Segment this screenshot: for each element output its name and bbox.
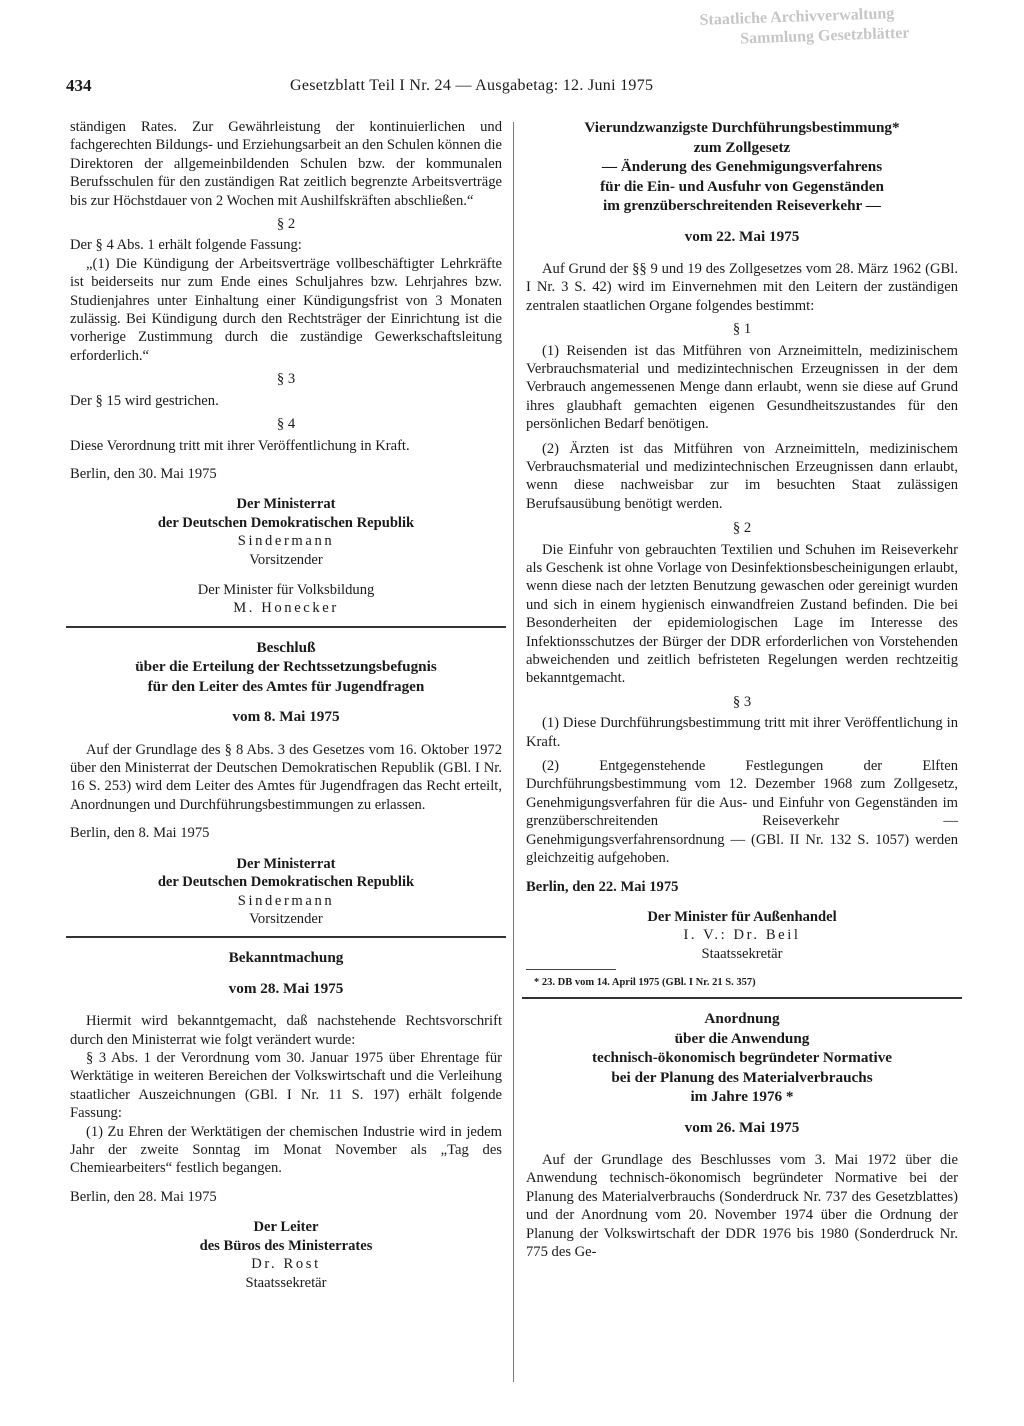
paragraph: Der § 15 wird gestrichen.: [70, 392, 219, 409]
page-number: 434: [66, 76, 92, 95]
signature-role: Staatssekretär: [701, 945, 783, 962]
document-title: Vierundzwanzigste Durchführungsbestimmung*: [584, 119, 900, 136]
section-heading: § 2: [276, 216, 296, 233]
section-heading: § 3: [276, 371, 296, 388]
document-title: über die Erteilung der Rechtssetzungsbefugnis: [135, 658, 437, 676]
document-title: für die Ein- und Ausfuhr von Gegenständen: [600, 177, 884, 195]
section-heading: § 1: [732, 321, 752, 338]
paragraph: (1) Reisenden ist das Mitführen von Arzneimitteln, medizinischem Verbrauchsmaterial und medizintechnischen Erzeugnissen in der dem Verbrauch angemessenen Menge dann erlaubt, wenn sie diese auf Grund ihres glaubhaft gemachten eigenen Gesundheitszustandes für den persönlichen Bedarf benötigen.: [526, 342, 958, 433]
document-date: vom 26. Mai 1975: [684, 1118, 800, 1136]
section-heading: § 4: [276, 416, 296, 433]
signature-name: Dr. Rost: [251, 1256, 321, 1273]
paragraph: Auf der Grundlage des § 8 Abs. 3 des Gesetzes vom 16. Oktober 1972 über den Ministerrat der Deutschen Demokratischen Republik (GBl. I Nr. 16 S. 253) wird dem Leiter des Amtes für Jugendfragen das Recht erteilt, Anordnungen und Durchführungsbestimmungen zu erlassen.: [70, 741, 502, 813]
stamp-line-2: Sammlung Gesetzblätter: [739, 24, 910, 48]
document-title: bei der Planung des Materialverbrauchs: [611, 1068, 873, 1086]
paragraph: (2) Ärzten ist das Mitführen von Arzneimitteln, medizinischem Verbrauchsmaterial und medizintechnischen Erzeugnissen dann erlaubt, wenn diese nachweisbar zur im besuchten Staat zulässigen Berufsausübung benötigt werden.: [526, 440, 958, 512]
archive-stamp: [699, 1, 981, 59]
paragraph: Die Einfuhr von gebrauchten Textilien und Schuhen im Reiseverkehr als Geschenk ist ohne Vorlage von Desinfektionsbescheinigungen erlaubt, wenn diese nach der letzten Benutzung gewaschen oder gereinigt wurden und sich in einem hygienisch einwandfreien Zustand befinden. Die bei Besonderheiten der epidemiologischen Lage im Interesse des Infektionsschutzes der Bürger der DDR erforderlichen von Vorstehenden abweichenden und zeitlich befristeten Regelungen werden rechtzeitig bekanntgemacht.: [526, 541, 958, 687]
signature-role: Vorsitzender: [249, 551, 323, 568]
section-rule: [66, 936, 506, 938]
signature-name: Sindermann: [237, 533, 335, 550]
stamp-line-1: Staatliche Archivverwaltung: [699, 5, 895, 29]
document-date: vom 28. Mai 1975: [228, 979, 344, 997]
place-date: Berlin, den 8. Mai 1975: [70, 825, 210, 842]
document-title: für den Leiter des Amtes für Jugendfragen: [147, 677, 425, 695]
paragraph: Auf Grund der §§ 9 und 19 des Zollgesetzes vom 28. März 1962 (GBl. I Nr. 3 S. 42) wird im Einvernehmen mit den Leitern der zuständigen zentralen staatlichen Organe folgendes bestimmt:: [526, 260, 958, 314]
paragraph: § 3 Abs. 1 der Verordnung vom 30. Januar 1975 über Ehrentage für Werktätige in weiteren Bereichen der Volkswirtschaft und die Verleihung staatlicher Auszeichnungen (GBl. I Nr. 11 S. 197) erhält folgende Fassung:: [70, 1050, 502, 1122]
document-title: technisch-ökonomisch begründeter Normative: [591, 1049, 893, 1067]
right-column: [526, 118, 958, 1261]
header-title: Gesetzblatt Teil I Nr. 24 — Ausgabetag: 12. Juni 1975: [290, 77, 654, 94]
document-title: Bekanntmachung: [228, 949, 344, 967]
signature-org: Der Ministerrat: [236, 855, 336, 872]
paragraph: (2) Entgegenstehende Festlegungen der Elften Durchführungsbestimmung vom 12. Dezember 1968 zum Zollgesetz, Genehmigungsverfahren für die Aus- und Einfuhr von Gegenständen im grenzüberschreitenden Reiseverkehr — Genehmigungsverfahrensordnung — (GBl. II Nr. 132 S. 1057) werden gleichzeitig aufgehoben.: [526, 758, 958, 867]
section-rule: [66, 626, 506, 628]
paragraph: Auf der Grundlage des Beschlusses vom 3. Mai 1972 über die Anwendung technisch-ökonomisch begründeter Normative bei der Planung des Materialverbrauchs (Sonderdruck Nr. 737 des Gesetzblattes) und der Anordnung vom 20. November 1974 über die Ordnung der Planung der Volkswirtschaft der DDR 1976 bis 1980 (Sonderdruck Nr. 775 des Ge-: [526, 1152, 958, 1261]
signature-org: Der Leiter: [253, 1219, 319, 1236]
place-date: Berlin, den 22. Mai 1975: [526, 878, 679, 895]
paragraph: (1) Zu Ehren der Werktätigen der chemischen Industrie wird in jedem Jahr der zweite Sonntag im Monat November als „Tag des Chemiearbeiters“ festlich begangen.: [70, 1123, 502, 1177]
paragraph: (1) Diese Durchführungsbestimmung tritt mit ihrer Veröffentlichung in Kraft.: [526, 715, 958, 750]
continued-text: ständigen Rates. Zur Gewährleistung der kontinuierlichen und fachgerechten Bildungs- und Erziehungsarbeit an den Schulen können die Direktoren der allgemeinbildenden Schulen bzw. der kommunalen Berufsschulen für den zuständigen Rat zeitlich begrenzte Arbeitsverträge bis zur Höchstdauer von 2 Wochen mit Aushilfskräften abschließen.“: [70, 119, 502, 209]
left-column: [70, 118, 502, 1292]
signature-org: des Büros des Ministerrates: [199, 1237, 373, 1254]
paragraph: „(1) Die Kündigung der Arbeitsverträge vollbeschäftigter Lehrkräfte ist beiderseits nur zum Ende eines Schuljahres bzw. Lehrjahres bzw. Studienjahres unter Einhaltung einer Kündigungsfrist von 3 Monaten zulässig. Bei Kündigung durch den Rechtsträger der Einrichtung ist die vorherige Zustimmung durch die zuständige Gewerkschaftsleitung erforderlich.“: [70, 255, 502, 364]
section-rule: [522, 997, 962, 999]
document-title: im grenzüberschreitenden Reiseverkehr —: [603, 197, 881, 214]
signature-name: Sindermann: [237, 892, 335, 909]
document-title: Beschluß: [256, 638, 316, 656]
signature-org: der Deutschen Demokratischen Republik: [157, 514, 415, 531]
place-date: Berlin, den 30. Mai 1975: [70, 465, 217, 482]
document-title: über die Anwendung: [674, 1029, 810, 1047]
document-date: vom 22. Mai 1975: [684, 227, 800, 245]
section-heading: § 3: [732, 693, 752, 710]
place-date: Berlin, den 28. Mai 1975: [70, 1188, 217, 1205]
footnote-rule: [526, 969, 616, 970]
signature-name: I. V.: Dr. Beil: [683, 927, 801, 944]
signature-org: der Deutschen Demokratischen Republik: [157, 874, 415, 891]
section-heading: § 2: [732, 520, 752, 537]
document-title: im Jahre 1976 *: [690, 1088, 794, 1106]
paragraph: Diese Verordnung tritt mit ihrer Veröffentlichung in Kraft.: [70, 437, 410, 454]
signature-org: Der Minister für Volksbildung: [197, 581, 375, 598]
paragraph: Hiermit wird bekanntgemacht, daß nachstehende Rechtsvorschrift durch den Ministerrat wie folgt verändert wurde:: [70, 1013, 502, 1048]
column-divider: [513, 122, 514, 1382]
document-title: Anordnung: [704, 1010, 780, 1028]
signature-role: Vorsitzender: [249, 910, 323, 927]
paragraph: Der § 4 Abs. 1 erhält folgende Fassung:: [70, 237, 302, 254]
document-title: — Änderung des Genehmigungsverfahrens: [601, 158, 883, 175]
footnote: * 23. DB vom 14. April 1975 (GBl. I Nr. 21 S. 357): [534, 977, 756, 989]
document-title: zum Zollgesetz: [693, 138, 791, 156]
signature-org: Der Ministerrat: [236, 496, 336, 513]
signature-name: M. Honecker: [233, 600, 339, 617]
signature-role: Staatssekretär: [245, 1274, 327, 1291]
signature-org: Der Minister für Außenhandel: [647, 908, 837, 925]
document-date: vom 8. Mai 1975: [232, 708, 340, 726]
